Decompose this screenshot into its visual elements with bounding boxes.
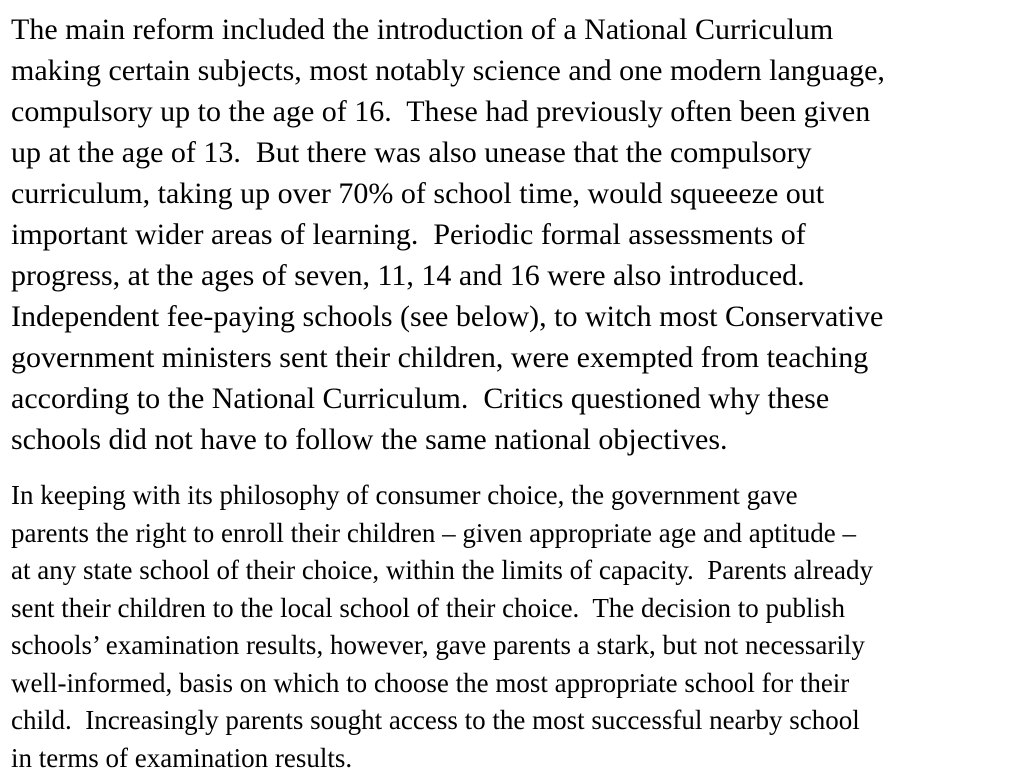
text-line: parents the right to enroll their children – given appropriate age and aptitude – bbox=[11, 515, 873, 553]
text-line: schools did not have to follow the same national objectives. bbox=[11, 419, 885, 460]
text-line: making certain subjects, most notably science and one modern language, bbox=[11, 50, 885, 91]
text-line: important wider areas of learning. Periodic formal assessments of bbox=[11, 214, 885, 255]
text-line: at any state school of their choice, within the limits of capacity. Parents already bbox=[11, 552, 873, 590]
text-line: government ministers sent their children, were exempted from teaching bbox=[11, 337, 885, 378]
text-line: schools’ examination results, however, gave parents a stark, but not necessarily bbox=[11, 627, 873, 665]
text-line: Independent fee-paying schools (see below), to witch most Conservative bbox=[11, 296, 885, 337]
paragraph-consumer-choice bbox=[11, 477, 873, 777]
text-line: according to the National Curriculum. Critics questioned why these bbox=[11, 378, 885, 419]
text-line: progress, at the ages of seven, 11, 14 and 16 were also introduced. bbox=[11, 255, 885, 296]
paragraph-national-curriculum bbox=[11, 9, 885, 460]
text-line: In keeping with its philosophy of consumer choice, the government gave bbox=[11, 477, 873, 515]
text-line: sent their children to the local school of their choice. The decision to publish bbox=[11, 590, 873, 628]
text-line: well-informed, basis on which to choose the most appropriate school for their bbox=[11, 665, 873, 703]
text-line: in terms of examination results. bbox=[11, 740, 873, 777]
text-line: compulsory up to the age of 16. These had previously often been given bbox=[11, 91, 885, 132]
text-line: child. Increasingly parents sought access to the most successful nearby school bbox=[11, 702, 873, 740]
text-line: The main reform included the introduction of a National Curriculum bbox=[11, 9, 885, 50]
text-line: up at the age of 13. But there was also unease that the compulsory bbox=[11, 132, 885, 173]
text-line: curriculum, taking up over 70% of school time, would squeeeze out bbox=[11, 173, 885, 214]
